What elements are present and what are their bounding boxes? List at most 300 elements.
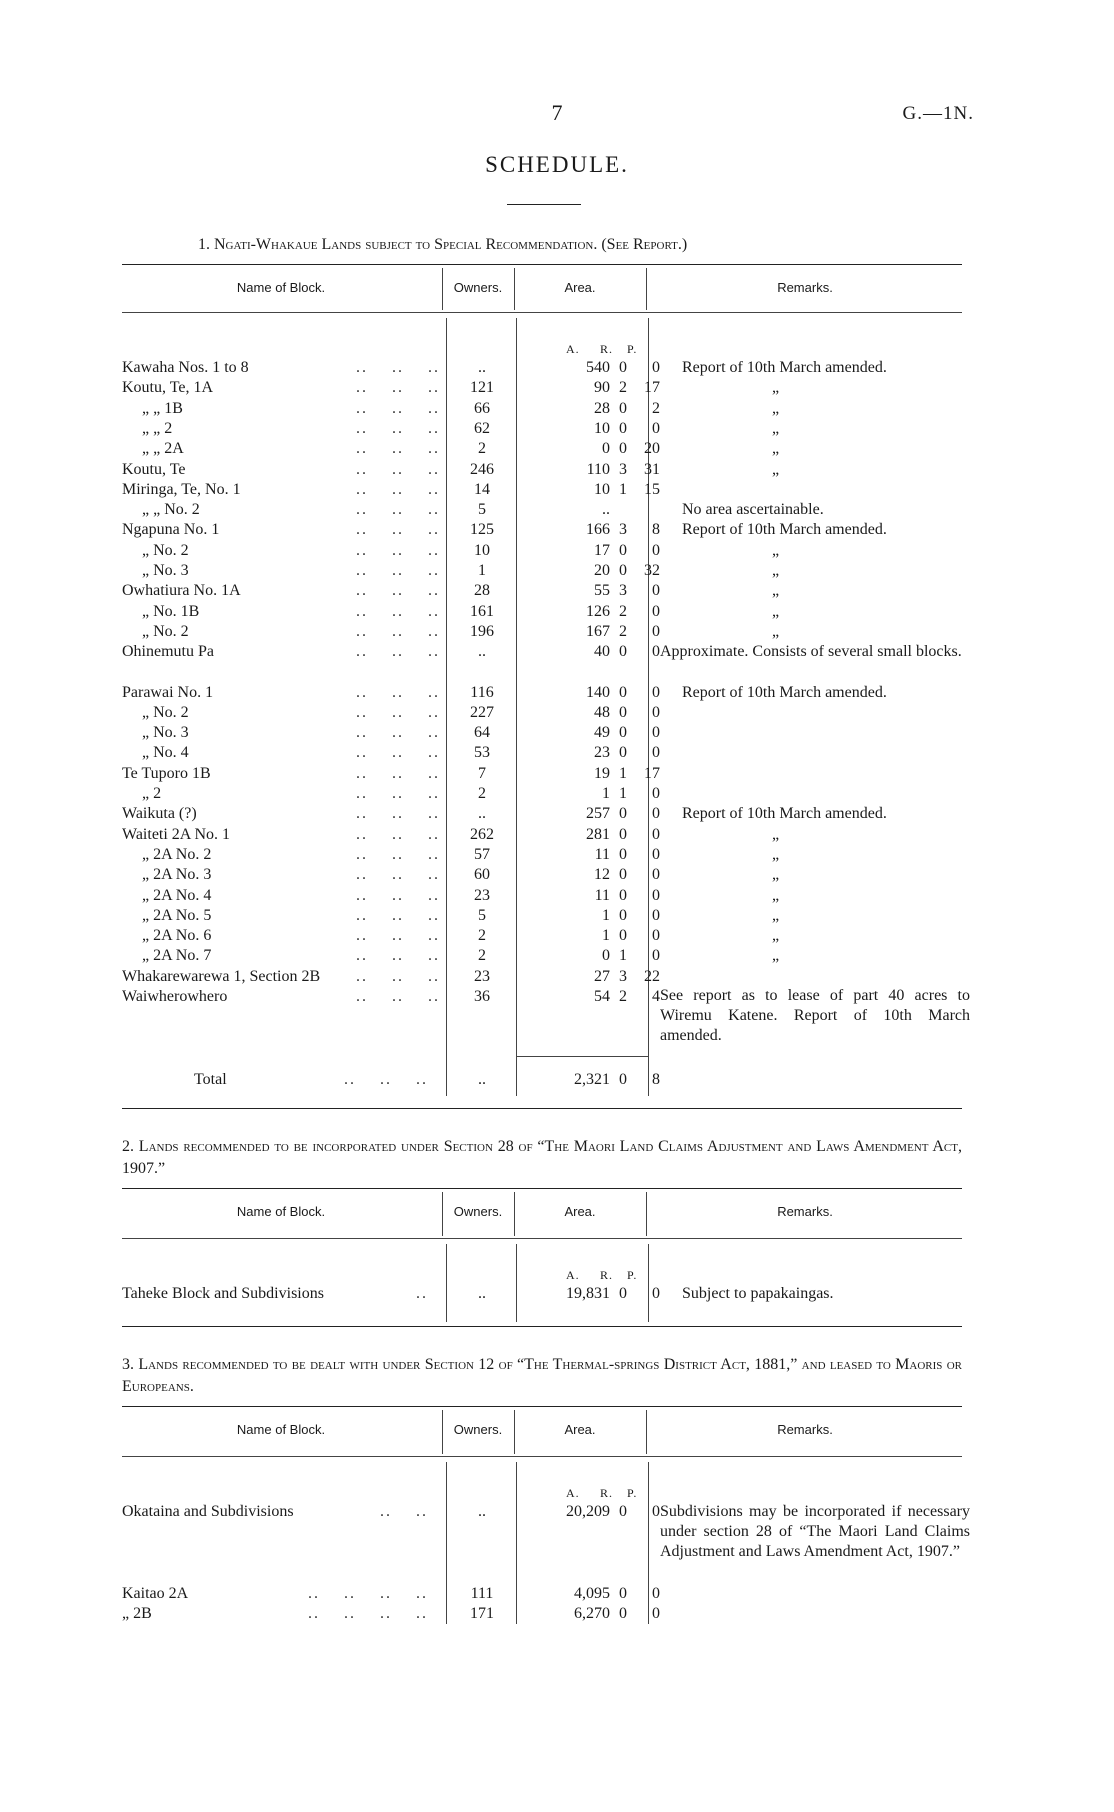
col-divider bbox=[446, 1244, 447, 1322]
owners-value: 14 bbox=[474, 481, 490, 498]
col-divider bbox=[646, 1192, 647, 1236]
block-name: „ No. 4 bbox=[142, 744, 189, 761]
leader-dots: .. .. .. bbox=[356, 623, 440, 640]
acres-value: .. bbox=[602, 501, 610, 518]
leader-dots: .. .. .. bbox=[356, 846, 440, 863]
leader-dots: .. .. .. bbox=[356, 542, 440, 559]
perches-value: 0 bbox=[652, 826, 660, 843]
perches-value: 8 bbox=[652, 521, 660, 538]
perches-value: 20 bbox=[644, 440, 660, 457]
block-name: „ „ No. 2 bbox=[142, 501, 200, 518]
leader-dots: .. .. .. bbox=[356, 481, 440, 498]
roods-value: 0 bbox=[619, 359, 627, 376]
owners-value: 5 bbox=[478, 907, 486, 924]
perches-value: 0 bbox=[652, 866, 660, 883]
owners-value: 23 bbox=[474, 887, 490, 904]
remarks-value: Report of 10th March amended. bbox=[682, 684, 887, 701]
section3-unit-acres: A. bbox=[566, 1486, 580, 1500]
leader-dots: .. .. .. .. bbox=[308, 1605, 428, 1622]
leader-dots: .. .. .. bbox=[356, 866, 440, 883]
block-name: Taheke Block and Subdivisions bbox=[122, 1285, 324, 1302]
block-name: Waiteti 2A No. 1 bbox=[122, 826, 231, 843]
remarks-value: No area ascertainable. bbox=[682, 501, 824, 518]
remarks-value: „ bbox=[772, 461, 780, 478]
block-name: Owhatiura No. 1A bbox=[122, 582, 241, 599]
roods-value: 0 bbox=[619, 1605, 627, 1622]
owners-value: 10 bbox=[474, 542, 490, 559]
roods-value: 3 bbox=[619, 968, 627, 985]
section1-unit-roods: R. bbox=[600, 342, 614, 356]
owners-value: .. bbox=[478, 1503, 486, 1520]
perches-value: 22 bbox=[644, 968, 660, 985]
leader-dots: .. .. .. bbox=[356, 400, 440, 417]
leader-dots: .. .. .. bbox=[356, 765, 440, 782]
acres-value: 281 bbox=[586, 826, 610, 843]
remarks-value: „ bbox=[772, 582, 780, 599]
remarks-value: „ bbox=[772, 846, 780, 863]
acres-value: 0 bbox=[602, 947, 610, 964]
total-roods: 0 bbox=[619, 1071, 627, 1088]
remarks-value: „ bbox=[772, 907, 780, 924]
section3-col-name: Name of Block. bbox=[236, 1422, 326, 1437]
perches-value: 0 bbox=[652, 684, 660, 701]
owners-value: 7 bbox=[478, 765, 486, 782]
table-row bbox=[122, 1284, 972, 1304]
block-name: „ „ 1B bbox=[142, 400, 183, 417]
acres-value: 10 bbox=[594, 481, 610, 498]
roods-value: 0 bbox=[619, 1285, 627, 1302]
remarks-value: Report of 10th March amended. bbox=[682, 359, 887, 376]
leader-dots: .. .. .. bbox=[356, 379, 440, 396]
section3-unit-perches: P. bbox=[627, 1486, 638, 1500]
section1-header-rule bbox=[122, 312, 962, 313]
owners-value: 2 bbox=[478, 785, 486, 802]
table-row bbox=[122, 439, 972, 459]
owners-value: 125 bbox=[470, 521, 494, 538]
acres-value: 20,209 bbox=[566, 1503, 610, 1520]
acres-value: 90 bbox=[594, 379, 610, 396]
perches-value: 0 bbox=[652, 805, 660, 822]
section2-col-name: Name of Block. bbox=[236, 1204, 326, 1219]
block-name: „ No. 2 bbox=[142, 542, 189, 559]
block-name: Koutu, Te, 1A bbox=[122, 379, 214, 396]
table-row bbox=[122, 784, 972, 804]
owners-value: .. bbox=[478, 805, 486, 822]
col-divider bbox=[514, 1192, 515, 1236]
leader-dots: .. .. .. bbox=[356, 968, 440, 985]
perches-value: 15 bbox=[644, 481, 660, 498]
block-name: Okataina and Subdivisions bbox=[122, 1503, 294, 1520]
perches-value: 17 bbox=[644, 379, 660, 396]
remarks-value: „ bbox=[772, 947, 780, 964]
acres-value: 49 bbox=[594, 724, 610, 741]
acres-value: 4,095 bbox=[574, 1585, 610, 1602]
block-name: „ 2A No. 6 bbox=[142, 927, 212, 944]
acres-value: 19,831 bbox=[566, 1285, 610, 1302]
table-row bbox=[122, 460, 972, 480]
total-owners: .. bbox=[478, 1071, 486, 1088]
owners-value: .. bbox=[478, 359, 486, 376]
perches-value: 0 bbox=[652, 887, 660, 904]
col-divider bbox=[442, 268, 443, 310]
roods-value: 0 bbox=[619, 704, 627, 721]
leader-dots: .. .. .. bbox=[356, 643, 440, 660]
remarks-value: „ bbox=[772, 420, 780, 437]
owners-value: 246 bbox=[470, 461, 494, 478]
ohinemutu-remarks: Approximate. Consists of several small blocks. bbox=[660, 643, 962, 660]
section1-top-rule bbox=[122, 264, 962, 265]
owners-value: .. bbox=[478, 1285, 486, 1302]
roods-value: 0 bbox=[619, 887, 627, 904]
col-divider bbox=[514, 268, 515, 310]
remarks-value: „ bbox=[772, 603, 780, 620]
col-divider bbox=[646, 268, 647, 310]
acres-value: 11 bbox=[594, 887, 610, 904]
table-row bbox=[122, 358, 972, 378]
section3-top-rule bbox=[122, 1406, 962, 1407]
remarks-value: „ bbox=[772, 440, 780, 457]
perches-value: 2 bbox=[652, 400, 660, 417]
table-row bbox=[122, 845, 972, 865]
table-row bbox=[122, 865, 972, 885]
roods-value: 2 bbox=[619, 603, 627, 620]
section2-bottom-rule bbox=[122, 1326, 962, 1327]
total-rule bbox=[516, 1056, 648, 1057]
section1-unit-acres: A. bbox=[566, 342, 580, 356]
table-row bbox=[122, 541, 972, 561]
remarks-value: „ bbox=[772, 379, 780, 396]
col-divider bbox=[442, 1410, 443, 1454]
table-row bbox=[122, 378, 972, 398]
roods-value: 3 bbox=[619, 582, 627, 599]
section2-col-area: Area. bbox=[564, 1204, 596, 1219]
block-name: Parawai No. 1 bbox=[122, 684, 214, 701]
section2-unit-perches: P. bbox=[627, 1268, 638, 1282]
acres-value: 167 bbox=[586, 623, 610, 640]
acres-value: 140 bbox=[586, 684, 610, 701]
col-divider bbox=[516, 1244, 517, 1322]
perches-value: 0 bbox=[652, 724, 660, 741]
owners-value: 111 bbox=[470, 1585, 494, 1602]
owners-value: 28 bbox=[474, 582, 490, 599]
remarks-value: „ bbox=[772, 623, 780, 640]
owners-value: 2 bbox=[478, 947, 486, 964]
acres-value: 23 bbox=[594, 744, 610, 761]
roods-value: 1 bbox=[619, 765, 627, 782]
leader-dots: .. .. .. bbox=[356, 887, 440, 904]
acres-value: 6,270 bbox=[574, 1605, 610, 1622]
perches-value: 0 bbox=[652, 420, 660, 437]
perches-value: 32 bbox=[644, 562, 660, 579]
block-name: Te Tuporo 1B bbox=[122, 765, 211, 782]
total-perches: 8 bbox=[652, 1071, 660, 1088]
owners-value: 57 bbox=[474, 846, 490, 863]
block-name: Koutu, Te bbox=[122, 461, 186, 478]
table-row bbox=[122, 602, 972, 622]
remarks-value: „ bbox=[772, 866, 780, 883]
table-row bbox=[122, 500, 972, 520]
leader-dots: .. .. .. bbox=[344, 1071, 428, 1088]
waiwherowhero-remarks: See report as to lease of part 40 acres to Wiremu Katene. Report of 10th March amended. bbox=[660, 987, 970, 1044]
roods-value: 0 bbox=[619, 400, 627, 417]
table-row bbox=[122, 926, 972, 946]
section2-unit-acres: A. bbox=[566, 1268, 580, 1282]
owners-value: 196 bbox=[470, 623, 494, 640]
remarks-value: „ bbox=[772, 887, 780, 904]
owners-value: 2 bbox=[478, 440, 486, 457]
roods-value: 0 bbox=[619, 1503, 627, 1520]
roods-value: 0 bbox=[619, 684, 627, 701]
block-name: Kawaha Nos. 1 to 8 bbox=[122, 359, 249, 376]
perches-value: 0 bbox=[652, 643, 660, 660]
perches-value: 0 bbox=[652, 359, 660, 376]
section1-unit-perches: P. bbox=[627, 342, 638, 356]
block-name: „ 2A No. 2 bbox=[142, 846, 212, 863]
perches-value: 0 bbox=[652, 947, 660, 964]
remarks-value: „ bbox=[772, 562, 780, 579]
owners-value: 161 bbox=[470, 603, 494, 620]
section1-col-name: Name of Block. bbox=[236, 280, 326, 295]
section3-unit-roods: R. bbox=[600, 1486, 614, 1500]
acres-value: 20 bbox=[594, 562, 610, 579]
acres-value: 48 bbox=[594, 704, 610, 721]
leader-dots: .. .. .. bbox=[356, 744, 440, 761]
section1-col-remarks: Remarks. bbox=[777, 280, 833, 295]
perches-value: 0 bbox=[652, 603, 660, 620]
owners-value: 262 bbox=[470, 826, 494, 843]
okataina-remarks: Subdivisions may be incorporated if necessary under section 28 of “The Maori Land Claims Adjustment and Laws Amendment Act, 1907.” bbox=[660, 1503, 970, 1560]
block-name: „ 2A No. 4 bbox=[142, 887, 212, 904]
acres-value: 10 bbox=[594, 420, 610, 437]
section3-col-remarks: Remarks. bbox=[777, 1422, 833, 1437]
col-divider bbox=[646, 1410, 647, 1454]
block-name: Waiwherowhero bbox=[122, 988, 228, 1005]
leader-dots: .. .. bbox=[380, 1503, 428, 1520]
table-row bbox=[122, 825, 972, 845]
perches-value: 0 bbox=[652, 582, 660, 599]
roods-value: 0 bbox=[619, 805, 627, 822]
block-name: „ „ 2A bbox=[142, 440, 184, 457]
table-row bbox=[122, 906, 972, 926]
roods-value: 0 bbox=[619, 927, 627, 944]
leader-dots: .. .. .. bbox=[356, 461, 440, 478]
roods-value: 2 bbox=[619, 623, 627, 640]
table-row bbox=[122, 561, 972, 581]
leader-dots: .. .. .. bbox=[356, 947, 440, 964]
perches-value: 0 bbox=[652, 1503, 660, 1520]
remarks-value: Subject to papakaingas. bbox=[682, 1285, 834, 1302]
title-rule bbox=[507, 204, 581, 205]
section3-col-owners: Owners. bbox=[453, 1422, 503, 1437]
leader-dots: .. .. .. bbox=[356, 724, 440, 741]
acres-value: 1 bbox=[602, 907, 610, 924]
perches-value: 17 bbox=[644, 765, 660, 782]
owners-value: 171 bbox=[470, 1605, 494, 1622]
perches-value: 0 bbox=[652, 927, 660, 944]
perches-value: 4 bbox=[652, 988, 660, 1005]
table-row bbox=[122, 946, 972, 966]
section1-col-owners: Owners. bbox=[453, 280, 503, 295]
block-name: „ No. 3 bbox=[142, 724, 189, 741]
table-row bbox=[122, 480, 972, 500]
table-row bbox=[122, 1584, 972, 1604]
owners-value: 23 bbox=[474, 968, 490, 985]
section3-header-rule bbox=[122, 1456, 962, 1457]
roods-value: 0 bbox=[619, 542, 627, 559]
roods-value: 0 bbox=[619, 420, 627, 437]
leader-dots: .. .. .. bbox=[356, 826, 440, 843]
acres-value: 12 bbox=[594, 866, 610, 883]
perches-value: 0 bbox=[652, 1285, 660, 1302]
owners-value: 36 bbox=[474, 988, 490, 1005]
section2-col-owners: Owners. bbox=[453, 1204, 503, 1219]
block-name: „ No. 2 bbox=[142, 623, 189, 640]
acres-value: 11 bbox=[594, 846, 610, 863]
acres-value: 0 bbox=[602, 440, 610, 457]
perches-value: 0 bbox=[652, 1585, 660, 1602]
perches-value: 0 bbox=[652, 785, 660, 802]
leader-dots: .. .. .. bbox=[356, 805, 440, 822]
roods-value: 0 bbox=[619, 907, 627, 924]
remarks-value: „ bbox=[772, 927, 780, 944]
block-name: „ No. 1B bbox=[142, 603, 200, 620]
leader-dots: .. .. .. bbox=[356, 785, 440, 802]
block-name: „ 2A No. 7 bbox=[142, 947, 212, 964]
section2-col-remarks: Remarks. bbox=[777, 1204, 833, 1219]
table-row bbox=[122, 1604, 972, 1624]
leader-dots: .. .. .. bbox=[356, 927, 440, 944]
leader-dots: .. .. .. .. bbox=[308, 1585, 428, 1602]
page-title: SCHEDULE. bbox=[485, 152, 629, 177]
roods-value: 0 bbox=[619, 643, 627, 660]
leader-dots: .. .. .. bbox=[356, 562, 440, 579]
table-row bbox=[122, 399, 972, 419]
remarks-value: Report of 10th March amended. bbox=[682, 521, 887, 538]
roods-value: 0 bbox=[619, 562, 627, 579]
col-divider bbox=[514, 1410, 515, 1454]
leader-dots: .. .. .. bbox=[356, 501, 440, 518]
perches-value: 0 bbox=[652, 907, 660, 924]
leader-dots: .. .. .. bbox=[356, 907, 440, 924]
col-divider bbox=[442, 1192, 443, 1236]
table-row bbox=[122, 581, 972, 601]
section1-col-area: Area. bbox=[564, 280, 596, 295]
owners-value: 1 bbox=[478, 562, 486, 579]
acres-value: 126 bbox=[586, 603, 610, 620]
block-name: Waikuta (?) bbox=[122, 805, 197, 822]
section1-bottom-rule bbox=[122, 1108, 962, 1109]
acres-value: 540 bbox=[586, 359, 610, 376]
owners-value: 5 bbox=[478, 501, 486, 518]
roods-value: 0 bbox=[619, 866, 627, 883]
roods-value: 2 bbox=[619, 379, 627, 396]
block-name: „ No. 3 bbox=[142, 562, 189, 579]
roods-value: 0 bbox=[619, 744, 627, 761]
acres-value: 27 bbox=[594, 968, 610, 985]
leader-dots: .. .. .. bbox=[356, 440, 440, 457]
roods-value: 0 bbox=[619, 1585, 627, 1602]
remarks-value: „ bbox=[772, 400, 780, 417]
section2-unit-roods: R. bbox=[600, 1268, 614, 1282]
section2-header-rule bbox=[122, 1238, 962, 1239]
roods-value: 0 bbox=[619, 724, 627, 741]
remarks-value: „ bbox=[772, 826, 780, 843]
acres-value: 110 bbox=[586, 461, 610, 478]
roods-value: 3 bbox=[619, 521, 627, 538]
block-name: Miringa, Te, No. 1 bbox=[122, 481, 241, 498]
leader-dots: .. .. .. bbox=[356, 704, 440, 721]
table-row bbox=[122, 743, 972, 763]
roods-value: 0 bbox=[619, 846, 627, 863]
section3-col-area: Area. bbox=[564, 1422, 596, 1437]
block-name: „ 2B bbox=[122, 1605, 152, 1622]
block-name: Whakarewarewa 1, Section 2B bbox=[122, 968, 321, 985]
block-name: „ No. 2 bbox=[142, 704, 189, 721]
table-row bbox=[122, 703, 972, 723]
table-row bbox=[122, 683, 972, 703]
document-reference: G.—1N. bbox=[902, 103, 974, 124]
leader-dots: .. .. .. bbox=[356, 359, 440, 376]
perches-value: 0 bbox=[652, 623, 660, 640]
block-name: „ 2 bbox=[142, 785, 162, 802]
section3-heading: 3. Lands recommended to be dealt with under Section 12 of “The Thermal-springs District Act, 1881,” and leased to Maoris or Europeans. bbox=[122, 1356, 962, 1395]
acres-value: 28 bbox=[594, 400, 610, 417]
leader-dots: .. .. .. bbox=[356, 582, 440, 599]
total-label: Total bbox=[194, 1071, 227, 1088]
acres-value: 166 bbox=[586, 521, 610, 538]
owners-value: 121 bbox=[470, 379, 494, 396]
block-name: „ 2A No. 5 bbox=[142, 907, 212, 924]
leader-dots: .. .. .. bbox=[356, 521, 440, 538]
block-name: Ohinemutu Pa bbox=[122, 643, 214, 660]
section2-heading: 2. Lands recommended to be incorporated under Section 28 of “The Maori Land Claims Adjustment and Laws Amendment Act, 1907.” bbox=[122, 1138, 962, 1177]
perches-value: 0 bbox=[652, 846, 660, 863]
leader-dots: .. .. .. bbox=[356, 420, 440, 437]
roods-value: 3 bbox=[619, 461, 627, 478]
table-row bbox=[122, 520, 972, 540]
roods-value: 1 bbox=[619, 785, 627, 802]
block-name: „ 2A No. 3 bbox=[142, 866, 212, 883]
roods-value: 1 bbox=[619, 947, 627, 964]
acres-value: 19 bbox=[594, 765, 610, 782]
leader-dots: .. .. .. bbox=[356, 684, 440, 701]
owners-value: 53 bbox=[474, 744, 490, 761]
section1-heading: 1. Ngati-Whakaue Lands subject to Special Recommendation. (See Report.) bbox=[198, 236, 688, 253]
table-row bbox=[122, 804, 972, 824]
leader-dots: .. .. .. bbox=[356, 603, 440, 620]
table-row bbox=[122, 764, 972, 784]
table-row bbox=[122, 419, 972, 439]
section2-top-rule bbox=[122, 1188, 962, 1189]
block-name: Kaitao 2A bbox=[122, 1585, 189, 1602]
perches-value: 31 bbox=[644, 461, 660, 478]
table-row bbox=[122, 622, 972, 642]
perches-value: 0 bbox=[652, 744, 660, 761]
table-row bbox=[122, 723, 972, 743]
acres-value: 1 bbox=[602, 927, 610, 944]
remarks-value: Report of 10th March amended. bbox=[682, 805, 887, 822]
remarks-value: „ bbox=[772, 542, 780, 559]
total-row bbox=[122, 1070, 972, 1090]
block-name: Ngapuna No. 1 bbox=[122, 521, 220, 538]
table-row bbox=[122, 886, 972, 906]
block-name: „ „ 2 bbox=[142, 420, 173, 437]
acres-value: 54 bbox=[594, 988, 610, 1005]
owners-value: 227 bbox=[470, 704, 494, 721]
acres-value: 55 bbox=[594, 582, 610, 599]
col-divider bbox=[648, 1244, 649, 1322]
owners-value: 64 bbox=[474, 724, 490, 741]
